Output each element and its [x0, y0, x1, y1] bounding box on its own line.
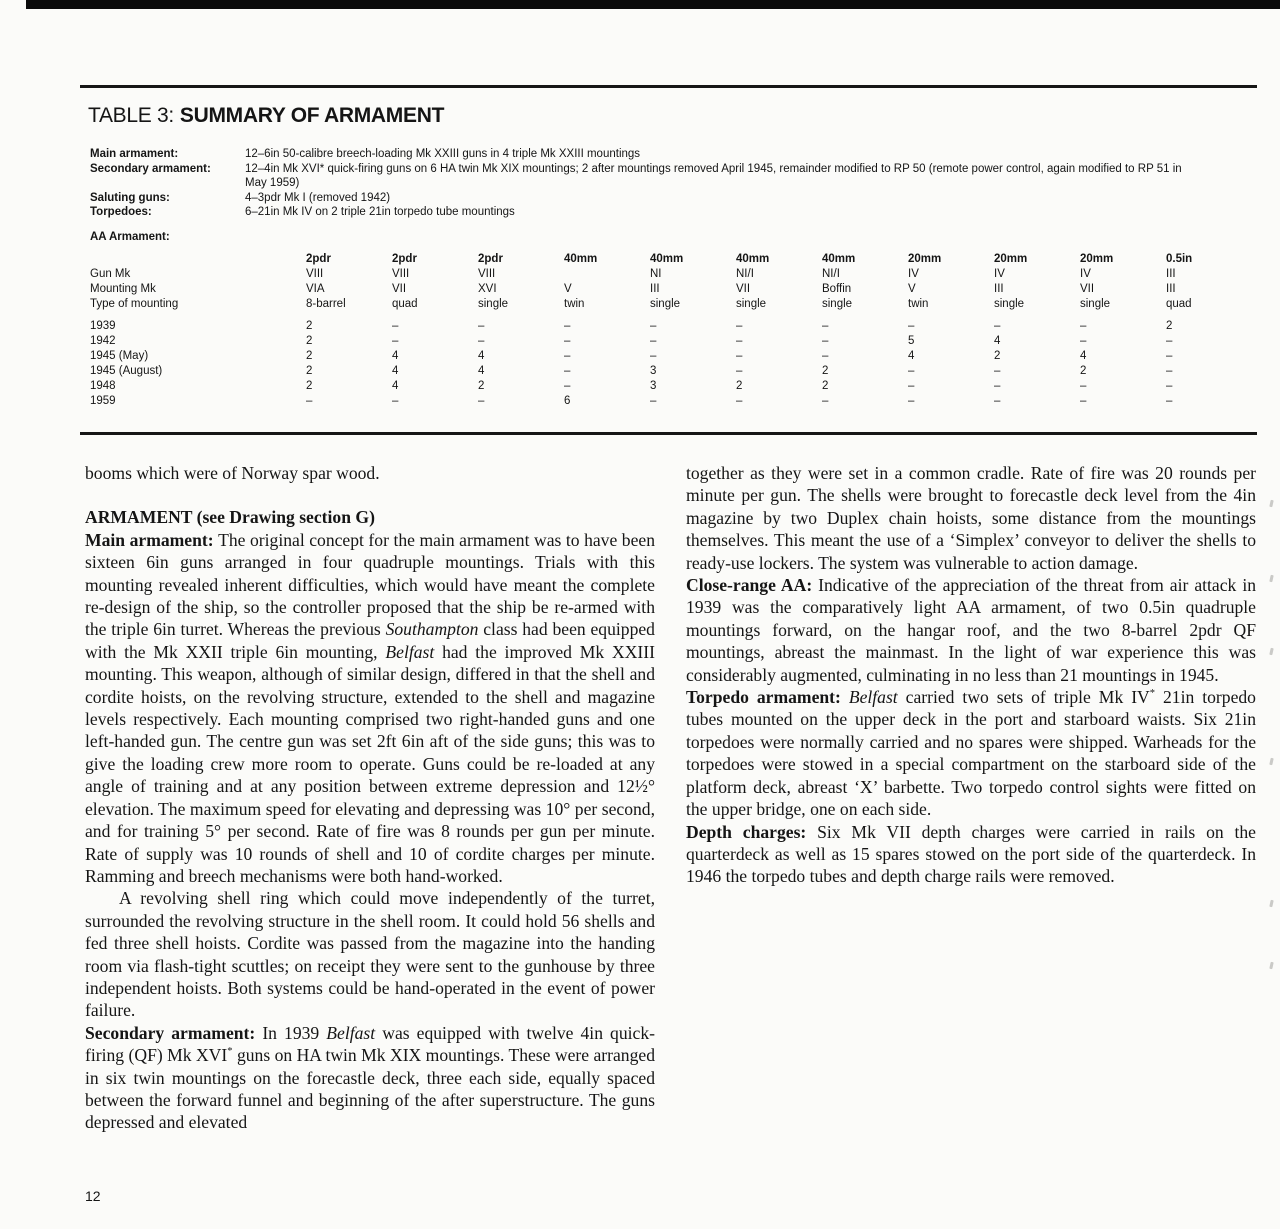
table-heading	[88, 104, 444, 128]
table-cell: 2	[306, 320, 313, 332]
spec-value: 4–3pdr Mk I (removed 1942)	[245, 191, 391, 204]
table-header-cell: twin	[564, 298, 585, 310]
table-header-cell: single	[478, 298, 509, 310]
table-cell: –	[1080, 320, 1087, 332]
aa-armament-label: AA Armament:	[90, 231, 170, 243]
table-calibre-header: 40mm	[650, 253, 684, 265]
table-calibre-header: 20mm	[908, 253, 942, 265]
table-calibre-header: 2pdr	[392, 253, 417, 265]
italic-text-run: Belfast	[326, 1022, 376, 1043]
table-header-cell: VIA	[306, 283, 325, 295]
table-header-cell: V	[908, 283, 916, 295]
table-cell: 2	[306, 335, 313, 347]
table-cell: –	[736, 320, 743, 332]
text-run: The original concept for the main armament was to have been sixteen 6in guns arranged in four quadruple mountings. Trials with this mounting revealed inherent difficulties, which would have meant the complete re-design of the ship, so the controller proposed that the ship be re-armed with the triple 6in turret. Whereas the previous	[85, 529, 655, 640]
table-cell: –	[1166, 350, 1173, 362]
aa-armament-table	[90, 252, 1252, 409]
table-cell: –	[478, 335, 485, 347]
table-cell: 4	[478, 350, 485, 362]
table-cell: –	[736, 365, 743, 377]
table-cell: –	[736, 395, 743, 407]
table-cell: –	[1080, 380, 1087, 392]
table-header-cell: XVI	[478, 283, 497, 295]
table-header-cell: single	[650, 298, 681, 310]
text-run: In 1939	[262, 1022, 327, 1043]
table-header-cell: NI/I	[736, 268, 754, 280]
table-header-cell: III	[1166, 283, 1176, 295]
bottom-rule	[80, 432, 1257, 435]
table-header-cell: VII	[1080, 283, 1095, 295]
table-calibre-header: 0.5in	[1166, 253, 1193, 265]
table-cell: –	[650, 395, 657, 407]
table-cell: –	[822, 395, 829, 407]
table-header-cell: IV	[1080, 268, 1091, 280]
table-header-cell	[564, 267, 650, 282]
table-cell: 4	[392, 365, 399, 377]
table-header-cell: VII	[392, 283, 407, 295]
italic-text-run: Belfast	[385, 641, 435, 662]
table-cell: –	[650, 350, 657, 362]
table-cell: 2	[1166, 320, 1173, 332]
table-cell: –	[564, 350, 571, 362]
table-cell: 4	[994, 335, 1001, 347]
table-year-label: 1948	[90, 380, 116, 392]
table-calibre-header: 20mm	[994, 253, 1028, 265]
page-number: 12	[85, 1188, 101, 1204]
table-cell: 2	[994, 350, 1001, 362]
table-cell: –	[736, 335, 743, 347]
table-cell: –	[478, 395, 485, 407]
table-title-text: SUMMARY OF ARMAMENT	[179, 104, 445, 127]
table-cell: 2	[1080, 365, 1087, 377]
table-header-cell: single	[822, 298, 853, 310]
table-calibre-header: 40mm	[822, 253, 856, 265]
scan-edge-mark	[1269, 575, 1273, 582]
table-corner-cell	[90, 252, 306, 267]
table-header-cell: NI/I	[822, 268, 840, 280]
paragraph	[85, 462, 655, 484]
table-header-cell: IV	[908, 268, 919, 280]
table-cell: –	[1166, 395, 1173, 407]
table-cell: 2	[822, 380, 829, 392]
table-header-cell: III	[1166, 268, 1176, 280]
table-calibre-header: 40mm	[564, 253, 598, 265]
table-cell: –	[994, 380, 1001, 392]
text-run: class had been equipped with the Mk XXII triple 6in mounting,	[85, 619, 655, 662]
bold-text-run: ARMAMENT (see Drawing section G)	[85, 507, 375, 528]
italic-text-run: Southampton	[385, 619, 479, 640]
article-left-column	[85, 462, 655, 1134]
table-cell: –	[736, 350, 743, 362]
text-run: guns on HA twin Mk XIX mountings. These were arranged in six twin mountings on the forecastle deck, three each side, equally spaced between the forward funnel and beginning of the after superstructure. The guns depressed and elevated	[85, 1045, 655, 1133]
table-calibre-header: 40mm	[736, 253, 770, 265]
table-cell: –	[564, 320, 571, 332]
table-header-cell: quad	[1166, 298, 1192, 310]
paragraph	[85, 887, 655, 1021]
spec-label: Main armament:	[90, 148, 179, 160]
table-cell: –	[822, 320, 829, 332]
table-cell: 4	[1080, 350, 1087, 362]
table-cell: 2	[478, 380, 485, 392]
table-row-label: Type of mounting	[90, 298, 179, 310]
scan-edge-artifact	[26, 0, 1280, 9]
bold-text-run: Close-range AA:	[686, 575, 819, 596]
table-cell: 2	[306, 350, 313, 362]
bold-text-run: Depth charges:	[686, 821, 818, 842]
table-cell: –	[564, 380, 571, 392]
table-year-label: 1945 (August)	[90, 365, 163, 377]
table-spacer	[90, 312, 1252, 319]
text-run: carried two sets of triple Mk IV	[897, 687, 1150, 708]
table-header-cell: NI	[650, 268, 662, 280]
superscript-asterisk: *	[227, 1046, 233, 1058]
table-header-cell: III	[650, 283, 660, 295]
text-run: 21in torpedo tubes mounted on the upper deck in the port and starboard waists. Six 21in torpedoes were normally carried and no spares were shipped. Warheads for the torpedoes were stowed in a special compartment on the starboard side of the platform deck, abreast ‘X’ barbette. Two torpedo control sights were fitted on the upper bridge, one on each side.	[686, 687, 1256, 820]
spec-label: Secondary armament:	[90, 162, 211, 175]
table-year-label: 1939	[90, 320, 116, 332]
table-cell: 4	[392, 350, 399, 362]
table-cell: –	[908, 380, 915, 392]
bold-text-run: Main armament:	[85, 529, 219, 550]
table-cell: 5	[908, 335, 915, 347]
table-row-label: Mounting Mk	[90, 283, 156, 295]
table-cell: 2	[822, 365, 829, 377]
text-run: Six Mk VII depth charges were carried in rails on the quarterdeck as well as 15 spares stowed on the port side of the quarterdeck. In 1946 the torpedo tubes and depth charge rails were removed.	[686, 821, 1256, 887]
table-cell: 2	[306, 365, 313, 377]
table-header-cell: 8-barrel	[306, 298, 346, 310]
text-run: together as they were set in a common cradle. Rate of fire was 20 rounds per minute per gun. The shells were brought to forecastle deck level from the 4in magazine by two Duplex chain hoists, some distance from the mountings themselves. This meant the use of a ‘Simplex’ conveyor to deliver the shells to ready-use lockers. The system was vulnerable to action damage.	[686, 463, 1256, 573]
table-cell: –	[392, 320, 399, 332]
armament-spec-list	[90, 147, 1195, 220]
table-cell: –	[478, 320, 485, 332]
table-header-cell: IV	[994, 268, 1005, 280]
paragraph	[686, 821, 1256, 888]
table-cell: –	[1166, 380, 1173, 392]
table-header-cell: VII	[736, 283, 751, 295]
paragraph	[85, 529, 655, 888]
table-header-cell: III	[994, 283, 1004, 295]
bold-text-run: Secondary armament:	[85, 1022, 263, 1043]
superscript-asterisk: *	[1149, 688, 1156, 700]
table-cell: –	[994, 395, 1001, 407]
text-run: Indicative of the appreciation of the threat from air attack in 1939 was the comparatively light AA armament, of two 0.5in quadruple mountings forward, on the hangar roof, and the two 8-barrel 2pdr QF mountings, abreast the mainmast. In the light of war experience this was considerably augmented, culminating in no less than 21 mountings in 1945.	[686, 575, 1256, 685]
table-cell: –	[822, 335, 829, 347]
table-cell: –	[650, 335, 657, 347]
paragraph	[85, 506, 655, 528]
table-cell: 6	[564, 395, 571, 407]
table-cell: –	[994, 320, 1001, 332]
table-row-label: Gun Mk	[90, 268, 131, 280]
table-cell: –	[650, 320, 657, 332]
table-year-label: 1945 (May)	[90, 350, 149, 362]
table-cell: –	[822, 350, 829, 362]
scan-edge-mark	[1269, 962, 1273, 969]
table-header-cell: VIII	[478, 268, 496, 280]
scan-edge-mark	[1269, 900, 1273, 907]
table-cell: 3	[650, 380, 657, 392]
table-cell: –	[1166, 335, 1173, 347]
table-cell: –	[908, 365, 915, 377]
table-cell: –	[392, 335, 399, 347]
table-cell: 4	[908, 350, 915, 362]
table-cell: –	[908, 320, 915, 332]
table-header-cell: Boffin	[822, 283, 852, 295]
table-cell: 4	[478, 365, 485, 377]
table-header-cell: quad	[392, 298, 418, 310]
table-year-label: 1959	[90, 395, 116, 407]
table-calibre-header: 2pdr	[306, 253, 331, 265]
table-cell: –	[994, 365, 1001, 377]
paragraph	[686, 462, 1256, 574]
spec-label: Torpedoes:	[90, 206, 152, 218]
text-run: was equipped with twelve 4in quick-firing (QF) Mk XVI	[85, 1022, 655, 1066]
scan-edge-mark	[1269, 758, 1273, 765]
paragraph	[686, 574, 1256, 686]
table-cell: 3	[650, 365, 657, 377]
table-cell: –	[306, 395, 313, 407]
article-body	[85, 462, 1256, 1134]
top-rule	[80, 85, 1257, 88]
table-cell: –	[1166, 365, 1173, 377]
spec-label: Saluting guns:	[90, 191, 170, 204]
text-run: had the improved Mk XXIII mounting. This weapon, although of similar design, differed in that the shell and cordite hoists, on the revolving structure, extended to the shell and magazine levels respectively. Each mounting comprised two right-handed guns and one left-handed gun. The centre gun was set 2ft 6in aft of the side guns; this was to give the loading crew more room to operate. Guns could be re-loaded at any angle of training and at any position between extreme depression and 12½° elevation. The maximum speed for elevating and depressing was 10° per second, and for training 5° per second. Rate of fire was 8 rounds per gun per minute. Rate of supply was 10 rounds of shell and 10 of cordite charges per minute. Ramming and breech mechanisms were both hand-worked.	[85, 641, 656, 886]
table-header-cell: V	[564, 283, 572, 295]
spec-value: 6–21in Mk IV on 2 triple 21in torpedo tube mountings	[245, 206, 515, 218]
table-cell: –	[908, 395, 915, 407]
text-run: booms which were of Norway spar wood.	[85, 463, 380, 483]
spec-value: 12–6in 50-calibre breech-loading Mk XXIII guns in 4 triple Mk XXIII mountings	[245, 148, 641, 160]
table-cell: 4	[392, 380, 399, 392]
table-header-cell: single	[994, 298, 1025, 310]
scan-edge-mark	[1269, 500, 1273, 507]
bold-text-run: Torpedo armament:	[686, 687, 849, 708]
article-right-column	[686, 462, 1256, 1134]
italic-text-run: Belfast	[848, 687, 898, 708]
text-run: A revolving shell ring which could move independently of the turret, surrounded the revolving structure in the shell room. It could hold 56 shells and fed three shell hoists. Cordite was passed from the magazine into the handing room via flash-tight scuttles; on receipt they were sent to the gunhouse by three independent hoists. Both systems could be hand-operated in the event of power failure.	[85, 888, 655, 1021]
table-header-cell: VIII	[392, 268, 410, 280]
table-header-cell: twin	[908, 298, 929, 310]
paragraph	[85, 1022, 655, 1134]
table-cell: –	[1080, 335, 1087, 347]
table-cell: –	[392, 395, 399, 407]
paragraph	[686, 686, 1256, 820]
table-cell: –	[564, 365, 571, 377]
table-year-label: 1942	[90, 335, 116, 347]
spec-value: 12–4in Mk XVI* quick-firing guns on 6 HA twin Mk XIX mountings; 2 after mountings removed April 1945, remainder modified to RP 50 (remote power control, again modified to RP 51 in May 1959)	[245, 162, 1182, 189]
table-header-cell: single	[1080, 298, 1111, 310]
table-calibre-header: 2pdr	[478, 253, 503, 265]
table-cell: 2	[736, 380, 743, 392]
table-cell: 2	[306, 380, 313, 392]
table-number-label: TABLE 3:	[88, 104, 174, 127]
table-cell: –	[564, 335, 571, 347]
table-header-cell: single	[736, 298, 767, 310]
scan-edge-mark	[1269, 648, 1273, 655]
table-header-cell: VIII	[306, 268, 324, 280]
table-cell: –	[1080, 395, 1087, 407]
table-calibre-header: 20mm	[1080, 253, 1114, 265]
